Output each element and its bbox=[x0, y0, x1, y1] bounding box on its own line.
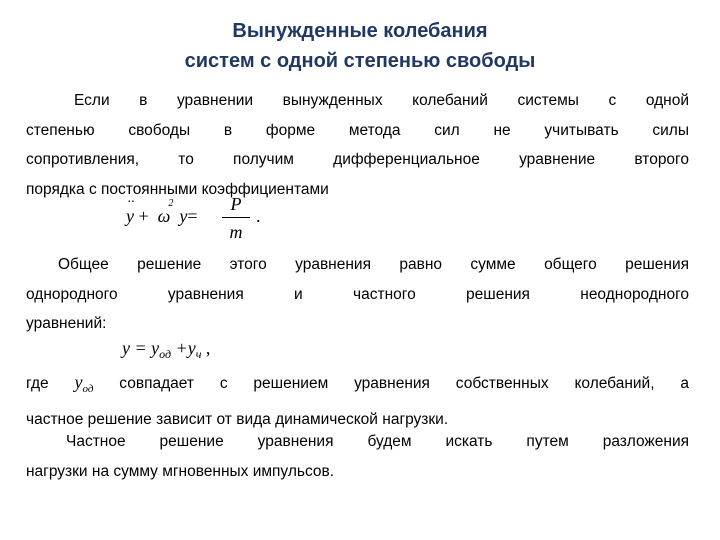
solution-lhs: y = y bbox=[122, 338, 160, 358]
general-solution-formula bbox=[122, 338, 210, 362]
paragraph-1 bbox=[26, 86, 689, 204]
equation-period: . bbox=[256, 206, 261, 226]
paragraph-4 bbox=[26, 427, 689, 486]
paragraph-3 bbox=[26, 368, 689, 434]
omega-symbol: ω bbox=[157, 206, 171, 226]
paragraph-3-line-1 bbox=[26, 368, 689, 405]
paragraph-2-line-2: однородного уравнения и частного решения неоднородного bbox=[26, 285, 689, 303]
y-term: y bbox=[179, 206, 188, 226]
solution-sub-ch: ч bbox=[195, 347, 202, 361]
paragraph-2 bbox=[26, 250, 689, 339]
paragraph-1-line-1: Если в уравнении вынужденных колебаний системы с одной bbox=[74, 92, 689, 109]
omega-squared bbox=[157, 198, 174, 227]
solution-plus: +y bbox=[171, 338, 196, 358]
paragraph-2-line-1: Общее решение этого уравнения равно сумме общего решения bbox=[58, 256, 689, 273]
differential-equation bbox=[126, 192, 286, 252]
y-od-symbol: y bbox=[74, 372, 83, 392]
solution-comma: , bbox=[201, 338, 211, 358]
paragraph-4-line-1: Частное решение уравнения будем искать путем разложения bbox=[66, 433, 689, 450]
title-line-2: систем с одной степенью свободы bbox=[184, 50, 536, 72]
fraction-numerator: P bbox=[230, 194, 242, 214]
paragraph-1-line-4: порядка с постоянными коэффициентами bbox=[26, 180, 329, 198]
load-fraction bbox=[222, 192, 250, 244]
plus-sign: + bbox=[138, 206, 149, 226]
fraction-denominator: m bbox=[229, 222, 243, 242]
y-od-subscript: од bbox=[82, 383, 94, 395]
y-double-dot: ·· y bbox=[126, 206, 134, 227]
paragraph-4-line-2: нагрузки на сумму мгновенных импульсов. bbox=[26, 462, 335, 480]
paragraph-1-line-3: сопротивления, то получим дифференциальное уравнение второго bbox=[26, 151, 689, 168]
equation-lhs bbox=[126, 198, 198, 227]
paragraph-1-line-2: степенью свободы в форме метода сил не учитывать силы bbox=[26, 121, 689, 139]
fraction-bar bbox=[222, 217, 250, 218]
paragraph-3-line-1-text: совпадает с решением уравнения собственных колебаний, а bbox=[93, 375, 689, 392]
paragraph-3-line-2: частное решение зависит от вида динамической нагрузки. bbox=[26, 410, 449, 428]
slide-title bbox=[0, 16, 720, 76]
equals-sign: = bbox=[187, 206, 198, 226]
solution-sub-od: од bbox=[159, 347, 172, 361]
title-line-1: Вынужденные колебания bbox=[232, 20, 488, 42]
where-word: где bbox=[26, 375, 75, 392]
omega-power: 2 bbox=[168, 198, 174, 209]
paragraph-2-line-3: уравнений: bbox=[26, 315, 107, 332]
